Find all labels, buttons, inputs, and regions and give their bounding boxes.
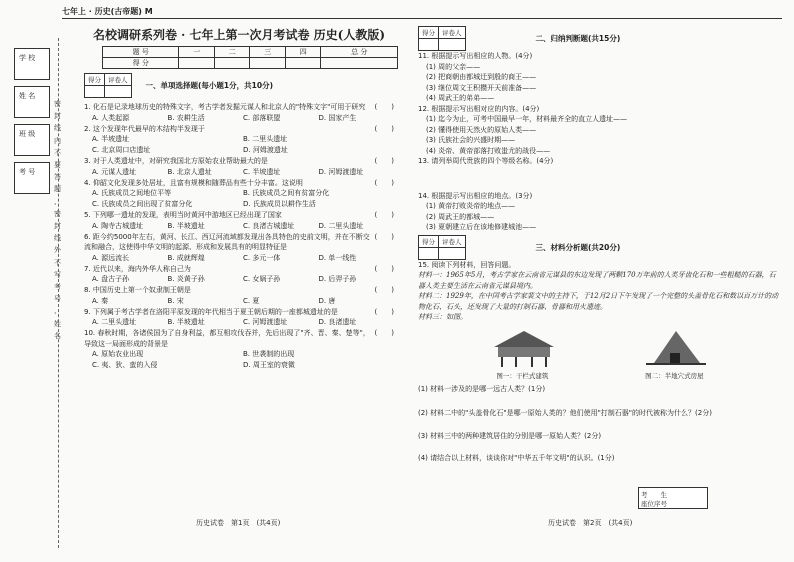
option-group <box>84 317 394 328</box>
material-3: 材料三：如图。 <box>418 313 467 321</box>
option-group <box>84 274 394 285</box>
answer-option: A. 源远流长 <box>92 253 130 262</box>
score-entry-cell[interactable] <box>214 58 250 69</box>
answer-option: C. 河姆渡遗址 <box>243 318 288 326</box>
grader-cell[interactable] <box>105 86 132 98</box>
answer-option: C. 多元一体 <box>243 253 281 262</box>
option-group <box>84 221 394 232</box>
answer-paren[interactable]: ( ) <box>374 124 394 133</box>
question-3 <box>84 156 394 178</box>
grader-cell[interactable] <box>439 39 466 51</box>
answer-option: B. 世袭制的出现 <box>243 350 295 358</box>
answer-paren[interactable]: ( ) <box>374 211 394 219</box>
answer-paren[interactable]: ( ) <box>374 329 394 337</box>
figure-captions <box>448 371 752 380</box>
question-stem: 6. 距今约5000年左右，黄河、长江、西辽河流域都发现出各具特色的史前文明，并在不断交流和融合，这使得中华文明的起源、形成和发展具有的明显特征是 <box>84 232 370 251</box>
answer-paren[interactable]: ( ) <box>374 103 394 111</box>
answer-option: A. 人类起源 <box>92 113 130 122</box>
question-2 <box>84 124 394 157</box>
fill-item: (2) 周武王的都城—— <box>426 212 495 221</box>
section-3-heading: 三、材料分析题(共20分) <box>535 242 621 252</box>
grader-row-3: 得分 评卷人 三、材料分析题(共20分) <box>418 235 782 260</box>
header-label: 七年上 · 历史(古帝题) M <box>62 7 153 16</box>
answer-option: D. 后羿子孙 <box>318 275 357 283</box>
question-stem: 10. 春秋时期，各诸侯国为了自身利益，都互相攻伐吞并，先后出现了"齐、晋、秦、楚等"，导致这一局面形成的背景是 <box>84 329 370 348</box>
class-box[interactable]: 班 级 <box>14 124 50 156</box>
q14-stem: 14. 根据提示写出相应的地点。(3分) <box>418 191 533 200</box>
answer-option: D. 良渚遗址 <box>318 318 357 326</box>
section-2-heading: 二、归纳判断题(共15分) <box>535 34 621 43</box>
option-group <box>84 188 394 210</box>
answer-option: D. 国家产生 <box>318 113 357 122</box>
question-7 <box>84 264 394 286</box>
question-stem: 1. 化石是记录地球历史的特殊文字，考古学者发掘元谋人和北京人的"特殊文字"可用于研究 <box>84 103 366 111</box>
score-header-cell: 一 <box>179 47 215 58</box>
name-box[interactable]: 姓 名 <box>14 86 50 118</box>
score-header-cell: 题 号 <box>103 47 179 58</box>
answer-option: C. 氏族成员之间出现了贫富分化 <box>92 200 193 208</box>
question-stem: 5. 下列哪一遗址的发现，表明当时黄河中游地区已经出现了国家 <box>84 211 282 219</box>
question-stem: 4. 仰韶文化发现多处居址，且富有规模和随葬品有些十分丰富。这说明 <box>84 178 303 187</box>
answer-option: D. 单一线性 <box>318 253 357 262</box>
answer-option: B. 炎黄子孙 <box>167 275 205 283</box>
answer-option: A. 盘古子孙 <box>92 275 130 283</box>
exam-number-box[interactable]: 考 号 <box>14 162 50 194</box>
answer-option: C. 夷、狄、蛮的入侵 <box>92 361 158 369</box>
answer-option: C. 夏 <box>243 296 260 305</box>
question-8 <box>84 285 394 307</box>
subq-3: (3) 材料三中的两种建筑居住的分别是哪一原始人类？(2分) <box>418 431 602 440</box>
grader-row-2: 得分 评卷人 二、归纳判断题(共15分) <box>418 26 782 51</box>
answer-option: C. 部落联盟 <box>243 113 281 122</box>
answer-paren[interactable]: ( ) <box>374 307 394 316</box>
question-6 <box>84 232 394 264</box>
question-list <box>84 102 394 371</box>
header-rule <box>62 18 782 19</box>
right-page <box>418 26 782 464</box>
answer-option: A. 原始农业出现 <box>92 350 144 358</box>
answer-option: A. 二里头遗址 <box>92 318 137 326</box>
score-cell[interactable] <box>85 86 105 98</box>
answer-option: D. 周王室的衰微 <box>243 361 295 369</box>
answer-option: D. 二里头遗址 <box>318 221 364 230</box>
answer-option: B. 二里头遗址 <box>243 135 288 143</box>
answer-paren[interactable]: ( ) <box>374 178 394 187</box>
question-4 <box>84 178 394 211</box>
answer-option: A. 氏族成员之间地位平等 <box>92 189 172 197</box>
exam-title: 名校调研系列卷 · 七年上第一次月考试卷 历史(人教版) <box>92 28 386 42</box>
material-2: 材料二：1929年，在中国考古学家裴文中的主持下，于12月2日下午发现了一个完整的头盖骨化石和数以百万计的动物化石、石头，还发现了大量的打制石器、骨器和用火遗迹。 <box>418 292 779 311</box>
page-footer-2: 历史试卷 第2页 (共4页) <box>548 519 633 527</box>
score-cell[interactable] <box>419 39 439 51</box>
question-5 <box>84 210 394 232</box>
question-stem: 7. 近代以来，海内外华人称自己为 <box>84 264 191 273</box>
answer-option: D. 河姆渡遗址 <box>243 146 288 154</box>
q14-items <box>418 201 782 233</box>
page-footer-1: 历史试卷 第1页 (共4页) <box>196 519 281 527</box>
binding-sidebar <box>10 38 61 548</box>
section-1-heading: 一、单项选择题(每小题1分，共10分) <box>145 81 274 90</box>
option-group <box>84 113 394 124</box>
answer-option: A. 陶寺古城遗址 <box>92 221 144 230</box>
fill-item: (1) 黄帝打败炎帝的地点—— <box>426 202 516 210</box>
question-1 <box>84 102 394 124</box>
fill-item: (3) 继位周文王积攒开天前准备—— <box>426 83 537 92</box>
score-entry-cell[interactable] <box>179 58 215 69</box>
answer-option: C. 半坡遗址 <box>243 167 281 176</box>
fill-item: (4) 炎帝、黄帝部落打败蚩尤的战役—— <box>426 146 551 155</box>
answer-option: B. 半坡遗址 <box>167 318 205 326</box>
figures <box>448 327 752 369</box>
answer-option: B. 半坡遗址 <box>167 221 205 230</box>
subq-4: (4) 请结合以上材料，谈谈你对"中华五千年文明"的认识。(1分) <box>418 454 615 462</box>
option-group <box>84 167 394 178</box>
answer-option: B. 农耕生活 <box>167 113 205 122</box>
q15-stem: 15. 阅读下列材料，回答问题。 <box>418 260 516 269</box>
school-box[interactable]: 学 校 <box>14 48 50 80</box>
answer-option: C. 良渚古城遗址 <box>243 221 295 230</box>
fill-item: (3) 氏族社会的兴盛时期—— <box>426 136 516 144</box>
pit-house-figure <box>640 327 712 369</box>
answer-paren[interactable]: ( ) <box>374 232 394 241</box>
q11-items <box>418 62 782 104</box>
answer-option: B. 成就辉煌 <box>167 253 205 262</box>
option-group <box>84 349 394 371</box>
question-stem: 9. 下列属于考古学者在洛阳平原发现的年代相当于夏王朝后期的一座都城遗址的是 <box>84 307 338 316</box>
q11-stem: 11. 根据提示写出相应的人物。(4分) <box>418 52 533 60</box>
answer-paren[interactable]: ( ) <box>374 286 394 294</box>
q13-stem: 13. 请列举周代贵族的四个等级名称。(4分) <box>418 157 554 165</box>
left-page <box>84 26 394 371</box>
option-group <box>84 134 394 156</box>
subq-2: (2) 材料二中的"头盖骨化石"是哪一原始人类的？他们使用"打制石器"的时代被称为什么？(2分) <box>418 409 712 417</box>
q12-stem: 12. 根据提示写出相对应的内容。(4分) <box>418 104 540 113</box>
answer-paren[interactable]: ( ) <box>374 264 394 273</box>
grader-table: 得分 评卷人 <box>84 73 132 98</box>
fill-item: (3) 夏朝建立后在该地修建城池—— <box>426 223 537 231</box>
answer-option: B. 氏族成员之间有贫富分化 <box>243 189 330 197</box>
answer-paren[interactable]: ( ) <box>374 157 394 165</box>
answer-option: C. 女娲子孙 <box>243 275 281 283</box>
score-header-cell: 四 <box>285 47 321 58</box>
score-entry-cell[interactable] <box>250 58 286 69</box>
answer-option: A. 秦 <box>92 296 109 305</box>
option-group <box>84 296 394 307</box>
score-entry-cell[interactable] <box>321 58 398 69</box>
answer-option: D. 唐 <box>318 296 336 305</box>
fig1-caption: 图一：干栏式建筑 <box>496 371 549 380</box>
score-cell[interactable] <box>419 247 439 259</box>
answer-option: B. 北京人遗址 <box>167 167 212 176</box>
score-header-cell: 二 <box>214 47 250 58</box>
score-entry-cell[interactable] <box>285 58 321 69</box>
fill-item: (4) 周武王的弟弟—— <box>426 94 495 102</box>
option-group <box>84 253 394 264</box>
fill-item: (1) 迄今为止，可考中国最早一年，材料最齐全的直立人遗址—— <box>426 115 628 123</box>
fill-item: (2) 把商朝由都城迁到殷的商王—— <box>426 73 537 81</box>
answer-option: D. 氏族成员以耕作生活 <box>243 200 316 208</box>
material-1: 材料一：1965年5月，考古学家在云南省元谋县的东边发现了两颗170万年前的人类牙齿化石和一些粗糙的石器，石器人类主要生活在云南省元谋县境内。 <box>418 271 776 290</box>
stilt-house-figure <box>488 327 560 369</box>
seal-line-text: 密 封 线 内 不 要 答 题 、 密 封 线 外 不 写 考 号 、 姓 名 <box>54 100 61 340</box>
seat-number-box[interactable]: 考 生 座位序号 <box>638 487 708 509</box>
score-header-cell: 总 分 <box>321 47 398 58</box>
grader-cell[interactable] <box>439 247 466 259</box>
score-header-cell: 三 <box>250 47 286 58</box>
question-10 <box>84 328 394 371</box>
answer-option: A. 半坡遗址 <box>92 135 130 143</box>
question-stem: 2. 这个发现年代最早的木结构半发现于 <box>84 124 205 133</box>
question-stem: 3. 对于人类遗址中，对研究我国北方原始农业帮助最大的是 <box>84 157 268 165</box>
q12-items <box>418 114 782 156</box>
fill-item: (1) 周的父亲—— <box>426 62 481 71</box>
subq-1: (1) 材料一涉及的是哪一远古人类？(1分) <box>418 384 546 393</box>
fig2-caption: 图二：半地穴式房屋 <box>645 371 704 380</box>
grader-row <box>84 73 394 98</box>
answer-option: D. 河姆渡遗址 <box>318 167 364 176</box>
question-stem: 8. 中国历史上第一个奴隶制王朝是 <box>84 286 191 294</box>
answer-option: B. 宋 <box>167 296 184 305</box>
score-row-label: 得 分 <box>103 58 179 69</box>
answer-option: C. 北京周口店遗址 <box>92 146 151 154</box>
score-table <box>102 46 398 69</box>
fill-item: (2) 懂得使用天然火的原始人类—— <box>426 125 537 134</box>
answer-option: A. 元谋人遗址 <box>92 167 137 176</box>
seal-line <box>58 38 59 548</box>
question-9 <box>84 307 394 329</box>
